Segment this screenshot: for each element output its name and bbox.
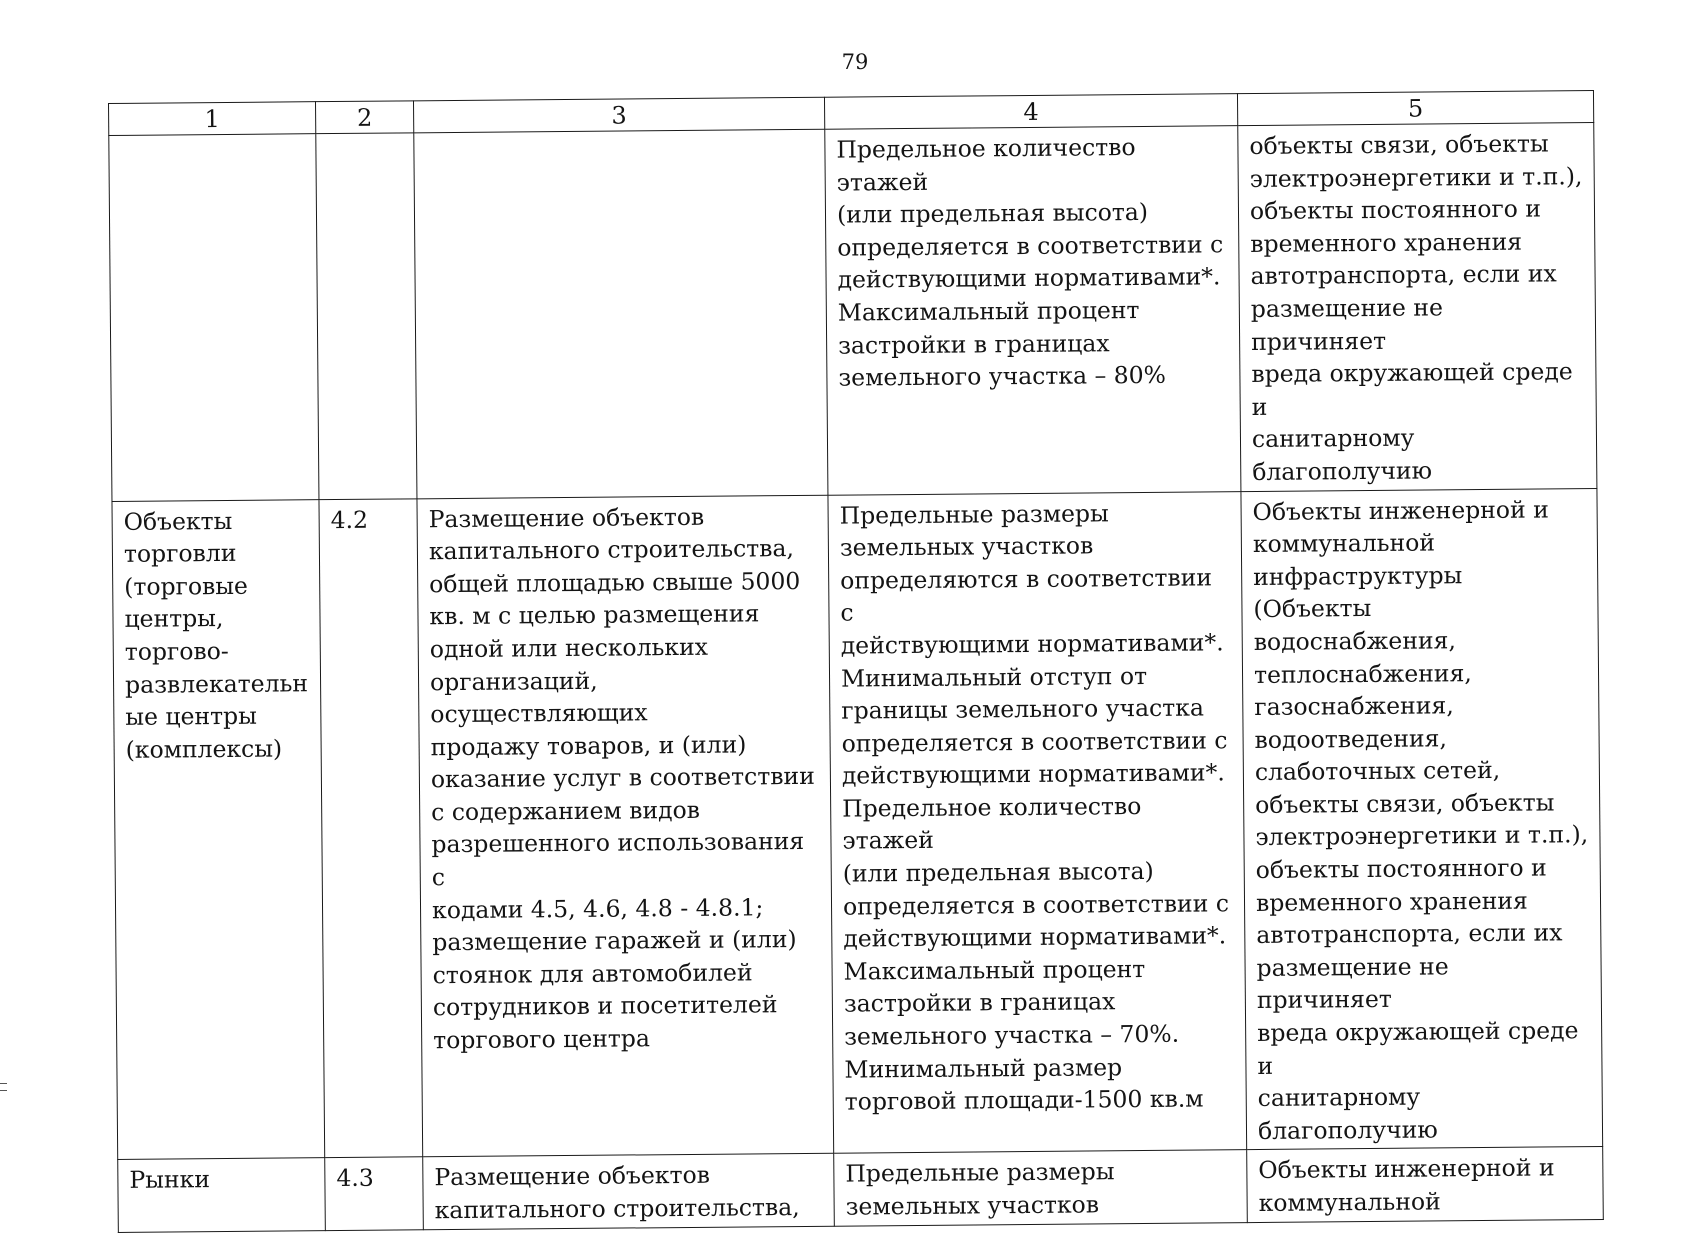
page-number: 79 bbox=[841, 50, 869, 74]
table-row bbox=[109, 123, 1597, 501]
cell-use-name: Объекты торговли (торговые центры, торгово- развлекательн ые центры (комплексы) bbox=[112, 499, 325, 1160]
cell-code: 4.3 bbox=[325, 1157, 424, 1230]
header-cell-4: 4 bbox=[824, 94, 1237, 130]
cell-code: 4.2 bbox=[319, 498, 423, 1158]
table-row bbox=[112, 488, 1603, 1160]
header-cell-5: 5 bbox=[1237, 91, 1593, 126]
header-cell-3: 3 bbox=[413, 97, 824, 133]
table-row bbox=[118, 1147, 1604, 1232]
cell-parameters: Предельные размеры земельных участков bbox=[834, 1150, 1248, 1226]
cell-use-name bbox=[109, 134, 319, 501]
cell-code bbox=[316, 133, 417, 499]
header-cell-1: 1 bbox=[109, 102, 316, 136]
cell-description: Размещение объектов капитального строительства, bbox=[423, 1154, 835, 1230]
cell-auxiliary-uses: Объекты инженерной и коммунальной инфраструктуры (Объекты водоснабжения, теплоснабжения, газоснабжения, водоотведения, слаботочных сетей, объекты связи, объекты электроэнергетики и т.п.), объекты постоянного и временного хранения автотранспорта, если их размещение не причиняет вреда окружающей среде и санитарному благополучию bbox=[1241, 488, 1603, 1150]
cell-auxiliary-uses: объекты связи, объекты электроэнергетики и т.п.), объекты постоянного и временного хранения автотранспорта, если их размещение не причиняет вреда окружающей среде и санитарному благополучию bbox=[1238, 123, 1597, 492]
land-use-table bbox=[108, 90, 1604, 1233]
scan-margin-mark bbox=[0, 1090, 7, 1091]
cell-description bbox=[414, 129, 828, 498]
cell-use-name: Рынки bbox=[118, 1158, 326, 1232]
cell-parameters: Предельные размеры земельных участков определяются в соответствии с действующими нормативами*. Минимальный отступ от границы земельного участка определяется в соответствии с действующими нормативами*. Предельное количество этажей (или предельная высота) определяется в соответствии с действующими нормативами*. Максимальный процент застройки в границах земельного участка – 70%. Минимальный размер торговой площади-1500 кв.м bbox=[828, 491, 1247, 1153]
cell-auxiliary-uses: Объекты инженерной и коммунальной bbox=[1247, 1147, 1604, 1222]
cell-parameters: Предельное количество этажей (или предельная высота) определяется в соответствии с действующими нормативами*. Максимальный процент застройки в границах земельного участка – 80% bbox=[825, 126, 1241, 495]
cell-description: Размещение объектов капитального строительства, общей площадью свыше 5000 кв. м с целью размещения одной или нескольких организаций, осуществляющих продажу товаров, и (или) оказание услуг в соответствии с содержанием видов разрешенного использования с кодами 4.5, 4.6, 4.8 - 4.8.1; размещение гаражей и (или) стоянок для автомобилей сотрудников и посетителей торгового центра bbox=[417, 495, 834, 1157]
header-cell-2: 2 bbox=[315, 101, 413, 134]
scan-margin-mark bbox=[0, 1083, 7, 1084]
